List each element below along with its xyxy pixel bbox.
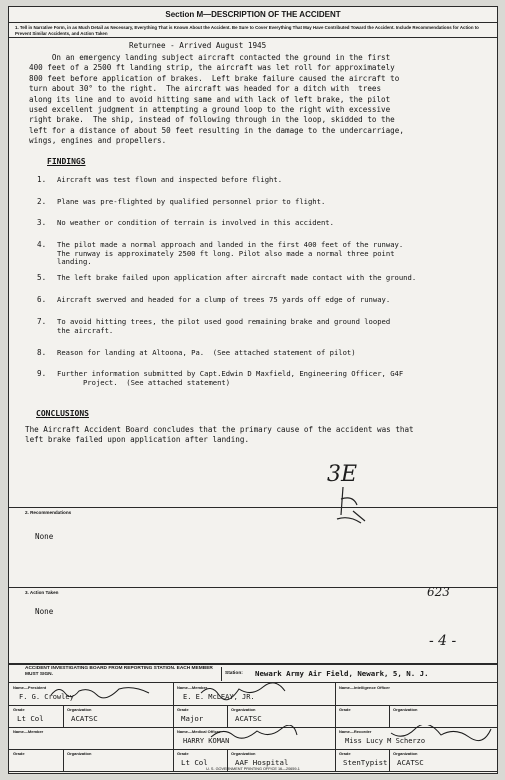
- member-org-label: Organization: [393, 751, 418, 756]
- divider: [9, 749, 173, 750]
- finding-text: Aircraft swerved and headed for a clump of trees 75 yards off edge of runway.: [57, 295, 391, 304]
- handwritten-number: 3E: [327, 462, 358, 487]
- finding-text: Plane was pre-flighted by qualified personnel prior to flight.: [57, 197, 326, 206]
- narrative-line: used excellent judgment in attempting a ground loop to the right with excessive: [29, 105, 391, 114]
- member-name-label: Name—Member: [13, 729, 44, 734]
- member-name-label: Name—Medical Officer: [177, 729, 221, 734]
- member-grade-label: Grade: [339, 751, 351, 756]
- divider: [9, 663, 497, 665]
- member-name: Miss Lucy M Scherzo: [345, 737, 426, 745]
- member-grade: Lt Col: [181, 758, 208, 767]
- member-org: ACATSC: [235, 714, 262, 723]
- finding-text: The left brake failed upon application after aircraft made contact with the ground.: [57, 273, 417, 282]
- member-name-label: Name—President: [13, 685, 47, 690]
- narrative-line: along its line and to avoid hitting same and with lack of left brake, the pilot: [29, 94, 391, 104]
- divider: [335, 771, 497, 772]
- narrative-line: wings, engines and propellers.: [29, 136, 167, 146]
- divider: [9, 705, 173, 706]
- signature-mark: [49, 683, 159, 701]
- action-taken-label: 3. Action Taken: [25, 590, 59, 595]
- instructions-text: 1. Tell in Narrative Form, in as Much Detail as Necessary, Everything That is Known About the Accident. Be Sure to Cover Everything That May Have Contributed Toward the Accident. Include Recommendations for Action to Prevent Similar Accidents, and Action Taken: [15, 25, 479, 36]
- narrative-line: turn about 30° to the right. The aircraft was headed for a ditch with trees: [29, 84, 382, 94]
- station-value: Newark Army Air Field, Newark, 5, N. J.: [255, 669, 429, 678]
- finding-number: 3.: [37, 218, 47, 227]
- finding-text: Aircraft was test flown and inspected before flight.: [57, 175, 283, 184]
- member-grade: StenTypist: [343, 758, 388, 767]
- member-org-label: Organization: [67, 707, 92, 712]
- member-org-label: Organization: [67, 751, 92, 756]
- narrative-line: right brake. The ship, instead of following through in the loop, skidded to the: [29, 115, 395, 125]
- dash-mark: - 4 -: [429, 633, 457, 649]
- finding-number: 8.: [37, 348, 47, 357]
- member-grade-label: Grade: [13, 751, 25, 756]
- finding-number: 1.: [37, 175, 47, 184]
- member-org-label: Organization: [393, 707, 418, 712]
- finding-text: Further information submitted by Capt.Edwin D Maxfield, Engineering Officer, G4F: [57, 369, 404, 378]
- narrative-line: left for a distance of about 50 feet resulting in the damage to the undercarriage,: [29, 125, 404, 135]
- member-org: ACATSC: [397, 758, 424, 767]
- footer-print-line: U. S. GOVERNMENT PRINTING OFFICE 16—20659-1: [206, 767, 300, 771]
- action-taken-value: None: [35, 607, 54, 616]
- divider: [9, 507, 497, 508]
- finding-number: 7.: [37, 317, 47, 326]
- findings-heading: FINDINGS: [47, 157, 86, 166]
- signature-mark: [389, 725, 494, 743]
- divider: [173, 705, 335, 706]
- finding-text: Project. (See attached statement): [57, 377, 231, 387]
- signature-mark: [199, 683, 289, 701]
- finding-text: The pilot made a normal approach and landed in the first 400 feet of the runway.: [57, 240, 404, 249]
- divider: [173, 771, 335, 772]
- divider: [9, 37, 497, 38]
- member-name: HARRY KOMAN: [183, 737, 230, 745]
- section-title: Section M—DESCRIPTION OF THE ACCIDENT: [165, 10, 341, 19]
- member-grade-label: Grade: [177, 751, 189, 756]
- member-org: AAF Hospital: [235, 758, 289, 767]
- divider: [335, 749, 497, 750]
- member-name: F. G. Crowley: [19, 693, 74, 701]
- finding-number: 6.: [37, 295, 47, 304]
- member-grade-label: Grade: [339, 707, 351, 712]
- finding-number: 9.: [37, 369, 47, 378]
- signature-mark: [209, 725, 299, 743]
- conclusion-line: left brake failed upon application after landing.: [25, 435, 250, 445]
- handwritten-scribble: [335, 485, 375, 525]
- member-name-label: Name—Recorder: [339, 729, 372, 734]
- member-org-label: Organization: [231, 707, 256, 712]
- recommendations-label: 2. Recommendations: [25, 510, 72, 515]
- divider: [9, 587, 497, 588]
- finding-text: The runway is approximately 2500 ft long. Pilot also made a normal three point: [57, 248, 395, 258]
- accident-report-page: [8, 6, 498, 774]
- finding-text: No weather or condition of terrain is involved in this accident.: [57, 218, 334, 227]
- cell-divider: [389, 705, 390, 727]
- cell-divider: [63, 705, 64, 727]
- divider: [9, 727, 173, 728]
- member-name: E. E. McLEAY, JR.: [183, 693, 255, 701]
- finding-text: landing.: [57, 257, 92, 266]
- conclusions-heading: CONCLUSIONS: [36, 409, 89, 418]
- cell-divider: [227, 705, 228, 727]
- finding-text: the aircraft.: [57, 325, 114, 335]
- divider: [9, 22, 497, 23]
- member-grade-label: Grade: [177, 707, 189, 712]
- narrative-line: 400 feet of a 2500 ft landing strip, the aircraft was let roll for approximately: [29, 63, 395, 73]
- finding-text: Reason for landing at Altoona, Pa. (See attached statement of pilot): [57, 348, 356, 357]
- conclusion-line: The Aircraft Accident Board concludes that the primary cause of the accident was that: [25, 425, 414, 434]
- member-name-label: Name—Member: [177, 685, 208, 690]
- member-grade-label: Grade: [13, 707, 25, 712]
- divider: [9, 771, 173, 772]
- member-org-label: Organization: [231, 751, 256, 756]
- divider: [173, 749, 335, 750]
- finding-number: 2.: [37, 197, 47, 206]
- recommendations-value: None: [35, 532, 54, 541]
- member-name-label: Name—Intelligence Officer: [339, 685, 390, 690]
- divider: [335, 705, 497, 706]
- finding-number: 5.: [37, 273, 47, 282]
- handwritten-mark: 623: [427, 585, 450, 599]
- member-grade: Lt Col: [17, 714, 44, 723]
- returnee-note: Returnee - Arrived August 1945: [129, 41, 267, 50]
- narrative-line: 800 feet before application of brakes. Left brake failure caused the aircraft to: [29, 73, 400, 83]
- member-org: ACATSC: [71, 714, 98, 723]
- station-label: Station:: [225, 671, 243, 676]
- board-header: ACCIDENT INVESTIGATING BOARD FROM REPORTING STATION. EACH MEMBER MUST SIGN.: [25, 666, 213, 677]
- finding-number: 4.: [37, 240, 47, 249]
- member-grade: Major: [181, 714, 204, 723]
- finding-text: To avoid hitting trees, the pilot used good remaining brake and ground looped: [57, 317, 391, 326]
- narrative-line: On an emergency landing subject aircraft contacted the ground in the first: [29, 53, 391, 62]
